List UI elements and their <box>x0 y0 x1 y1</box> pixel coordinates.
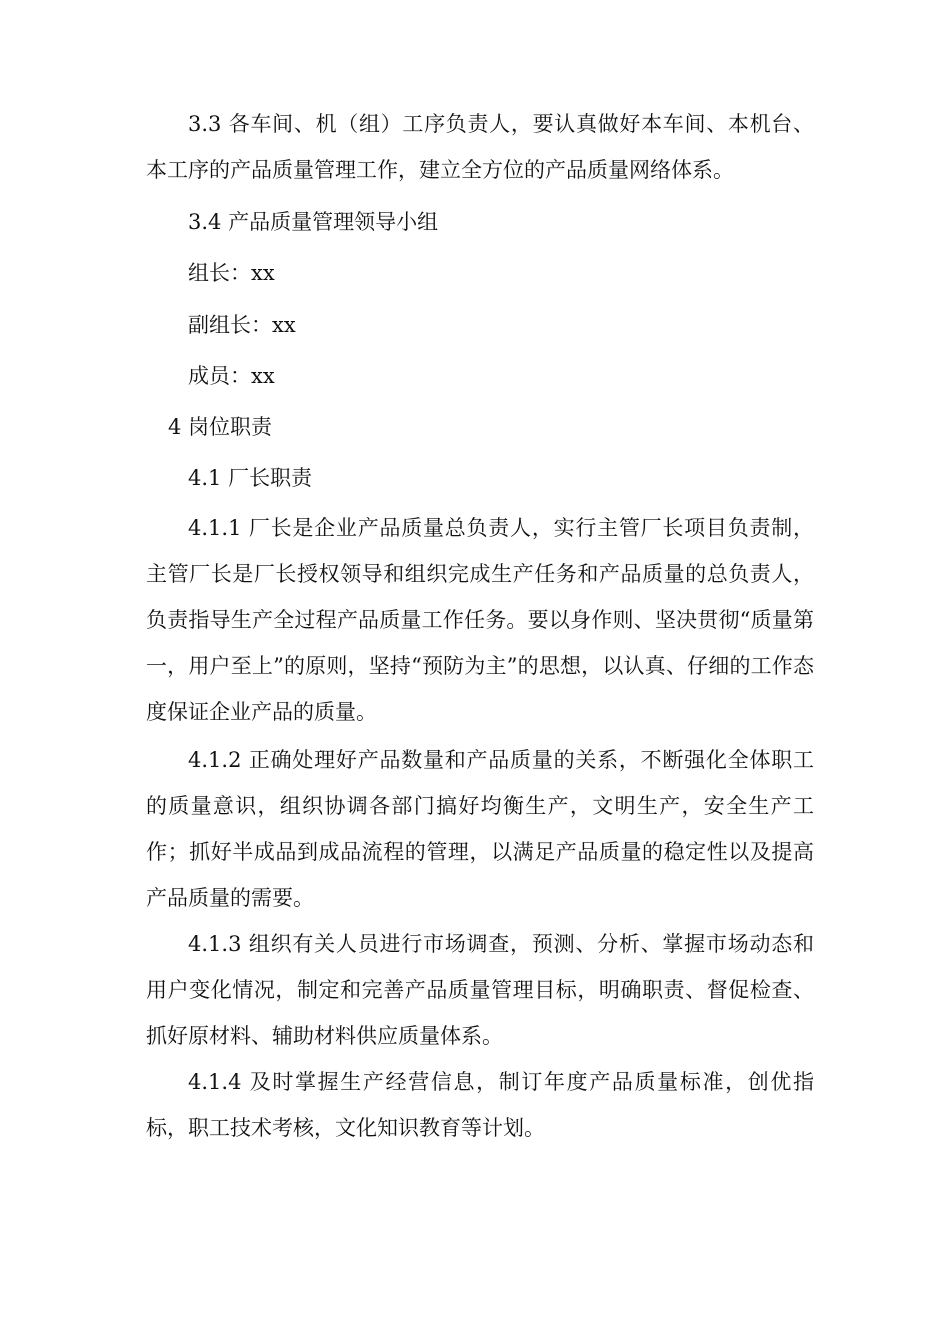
paragraph-3-3: 3.3 各车间、机（组）工序负责人，要认真做好本车间、本机台、本工序的产品质量管理工作，建立全方位的产品质量网络体系。 <box>146 112 814 182</box>
paragraph-4-1-2: 4.1.2 正确处理好产品数量和产品质量的关系，不断强化全体职工的质量意识，组织协调各部门搞好均衡生产，文明生产，安全生产工作；抓好半成品到成品流程的管理，以满足产品质量的稳定性以及提高产品质量的需要。 <box>146 748 814 910</box>
paragraph-team-leader: 组长：xx <box>188 261 275 285</box>
paragraph-3-4-heading: 3.4 产品质量管理领导小组 <box>188 210 439 234</box>
section-4-heading: 4 岗位职责 <box>168 415 273 439</box>
paragraph-4-1-3: 4.1.3 组织有关人员进行市场调查，预测、分析、掌握市场动态和用户变化情况，制定和完善产品质量管理目标，明确职责、督促检查、抓好原材料、辅助材料供应质量体系。 <box>146 932 814 1048</box>
section-4-1-heading: 4.1 厂长职责 <box>188 466 313 490</box>
paragraph-4-1-1: 4.1.1 厂长是企业产品质量总负责人，实行主管厂长项目负责制，主管厂长是厂长授权领导和组织完成生产任务和产品质量的总负责人，负责指导生产全过程产品质量工作任务。要以身作则、坚决贯彻“质量第一，用户至上”的原则，坚持“预防为主”的思想，以认真、仔细的工作态度保证企业产品的质量。 <box>146 516 814 724</box>
paragraph-4-1-4: 4.1.4 及时掌握生产经营信息，制订年度产品质量标准，创优指标，职工技术考核，文化知识教育等计划。 <box>146 1070 814 1140</box>
paragraph-deputy-leader: 副组长：xx <box>188 313 296 337</box>
paragraph-members: 成员：xx <box>188 364 275 388</box>
